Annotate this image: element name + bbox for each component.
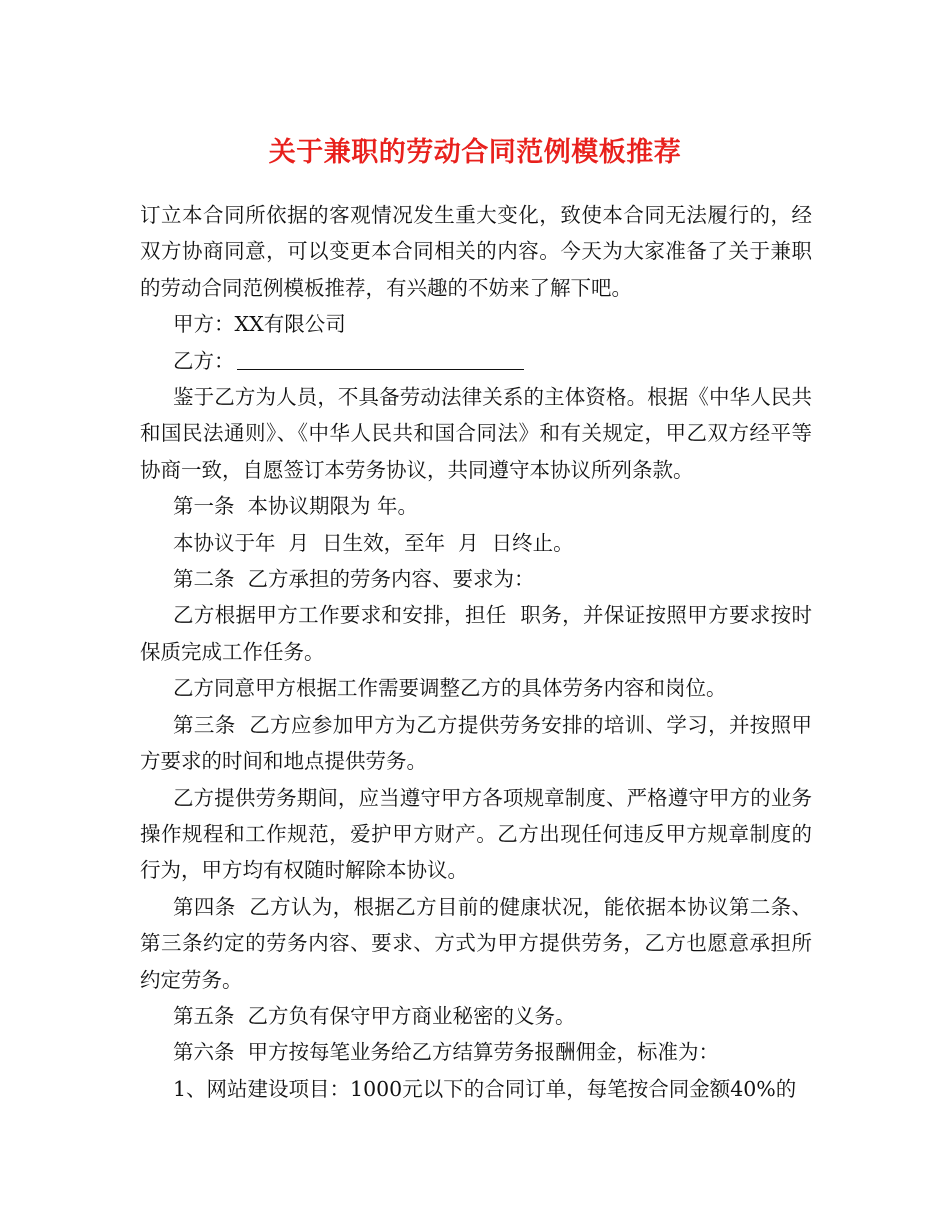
paragraph-adjustment: 乙方同意甲方根据工作需要调整乙方的具体劳务内容和岗位。: [173, 676, 727, 701]
intro-paragraph: 订立本合同所依据的客观情况发生重大变化，致使本合同无法履行的，经双方协商同意，可以变更本合同相关的内容。今天为大家准备了关于兼职的劳动合同范例模板推荐，有兴趣的不妨来了解下吧。: [140, 203, 812, 300]
paragraph-recital: 鉴于乙方为人员，不具备劳动法律关系的主体资格。根据《中华人民共和国民法通则》、《中华人民共和国合同法》和有关规定，甲乙双方经平等协商一致，自愿签订本劳务协议，共同遵守本协议所列条款。: [140, 385, 812, 482]
paragraph-rules: 乙方提供劳务期间，应当遵守甲方各项规章制度、严格遵守甲方的业务操作规程和工作规范，爱护甲方财产。乙方出现任何违反甲方规章制度的行为，甲方均有权随时解除本协议。: [140, 785, 812, 883]
paragraph-duties: 乙方根据甲方工作要求和安排，担任 职务，并保证按照甲方要求按时保质完成工作任务。: [140, 603, 812, 664]
paragraph-article-3: 第三条 乙方应参加甲方为乙方提供劳务安排的培训、学习，并按照甲方要求的时间和地点提供劳务。: [140, 712, 812, 774]
party-b-blank: [237, 349, 524, 370]
paragraph-effective-dates: 本协议于年 月 日生效，至年 月 日终止。: [173, 530, 574, 555]
paragraph-article-5: 第五条 乙方负有保守甲方商业秘密的义务。: [173, 1003, 576, 1028]
paragraph-article-2: 第二条 乙方承担的劳务内容、要求为：: [173, 567, 535, 592]
paragraph-article-6: 第六条 甲方按每笔业务给乙方结算劳务报酬佣金，标准为：: [173, 1040, 720, 1065]
document-title: 关于兼职的劳动合同范例模板推荐: [268, 137, 682, 168]
paragraph-article-1: 第一条 本协议期限为 年。: [173, 494, 419, 519]
paragraph-article-4: 第四条 乙方认为，根据乙方目前的健康状况，能依据本协议第二条、第三条约定的劳务内容、要求、方式为甲方提供劳务，乙方也愿意承担所约定劳务。: [140, 894, 812, 992]
party-b-line: [140, 343, 812, 379]
party-a-line: 甲方：XX有限公司: [173, 312, 346, 337]
party-b-label: 乙方：: [173, 348, 235, 373]
document-body: [140, 197, 812, 1107]
paragraph-item-1: 1、网站建设项目：1000元以下的合同订单，每笔按合同金额40%的: [173, 1076, 797, 1101]
